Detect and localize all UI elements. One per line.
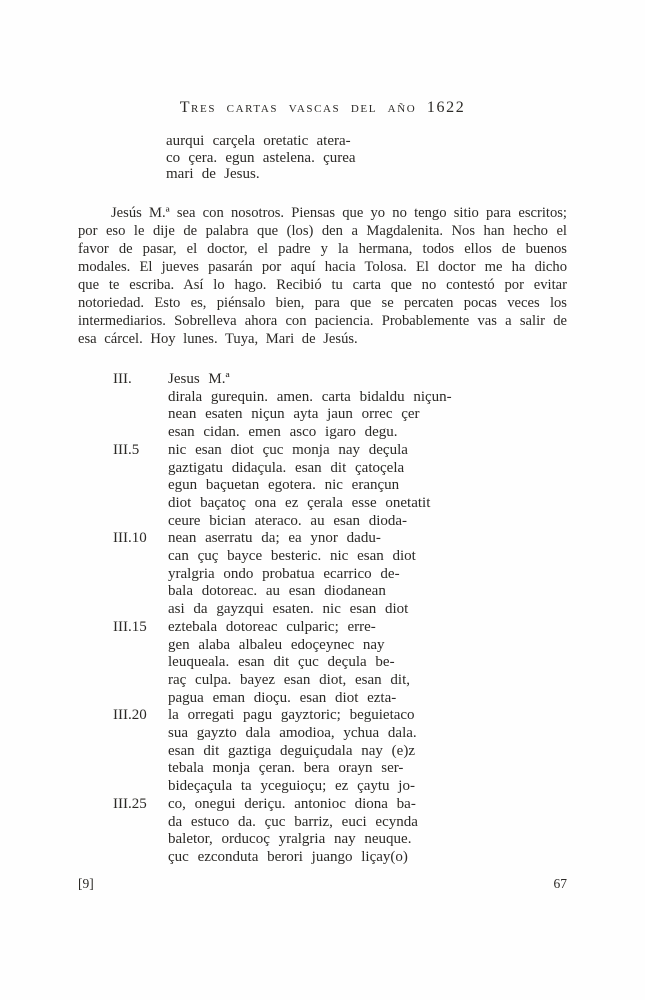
- poem-row: [113, 690, 452, 708]
- poem-line-number: [113, 548, 168, 566]
- poem-line-number: [113, 460, 168, 478]
- poem-row: [113, 442, 452, 460]
- poem-row: [113, 849, 452, 867]
- poem-line-text: leuqueala. esan dit çuc deçula be-: [168, 654, 395, 671]
- poem-line-text: sua gayzto dala amodioa, ychua dala.: [168, 725, 417, 742]
- poem-line-text: Jesus M.ª: [168, 371, 230, 387]
- poem-line-number: [113, 725, 168, 743]
- poem-row: [113, 389, 452, 407]
- poem-line-number: [113, 743, 168, 761]
- poem-line-text: baletor, orducoç yralgria nay neuque.: [168, 831, 412, 848]
- poem-row: [113, 778, 452, 796]
- poem-line-number: [113, 566, 168, 584]
- poem-line-number: [113, 424, 168, 442]
- poem-row: [113, 495, 452, 513]
- footnote-marker: [9]: [78, 876, 94, 891]
- poem-line-number: [113, 778, 168, 796]
- paragraph-line: modales. El jueves pasarán por aquí hacia Tolosa. El doctor me ha dicho: [78, 259, 567, 275]
- paragraph: [78, 204, 567, 348]
- poem-row: [113, 406, 452, 424]
- poem-line-text: eztebala dotoreac culparic; erre-: [168, 618, 376, 635]
- poem-line-text: bala dotoreac. au esan diodanean: [168, 583, 386, 600]
- poem-line-text: ceure bician ateraco. au esan dioda-: [168, 512, 408, 529]
- poem-line-number: [113, 406, 168, 424]
- poem-line-text: pagua eman dioçu. esan diot ezta-: [168, 689, 397, 706]
- poem-line-number: [113, 601, 168, 619]
- poem-line-text: esan cidan. emen asco igaro degu.: [168, 424, 398, 441]
- paragraph-line: que te escriba. Así lo hago. Recibió tu carta que no contestó por evitar: [78, 277, 567, 293]
- poem-transcription: [113, 371, 452, 867]
- poem-row: [113, 725, 452, 743]
- poem-row: [113, 371, 452, 389]
- opening-verse-block: [166, 133, 356, 183]
- poem-line-number: III.10: [113, 530, 147, 547]
- poem-line-text: çuc ezconduta berori juango liçay(o): [168, 848, 408, 865]
- poem-line-number: [113, 760, 168, 778]
- verse-line: aurqui carçela oretatic atera-: [166, 133, 351, 149]
- poem-row: [113, 601, 452, 619]
- poem-line-number: III.20: [113, 707, 147, 724]
- poem-line-text: esan dit gaztiga deguiçudala nay (e)z: [168, 742, 415, 759]
- poem-line-number: [113, 495, 168, 513]
- paragraph-line: por eso le dije de palabra que (los) den a Magdalenita. Nos han hecho el: [78, 223, 567, 239]
- poem-line-text: egun baçuetan egotera. nic erançun: [168, 477, 400, 494]
- poem-line-text: nean esaten niçun ayta jaun orrec çer: [168, 406, 420, 423]
- poem-row: [113, 743, 452, 761]
- verse-line: mari de Jesus.: [166, 166, 260, 183]
- poem-row: [113, 566, 452, 584]
- paragraph-line: Jesús M.ª sea con nosotros. Piensas que yo no tengo sitio para escritos;: [111, 205, 567, 221]
- page-footer: [78, 876, 567, 892]
- poem-row: [113, 424, 452, 442]
- poem-line-number: [113, 849, 168, 867]
- poem-line-text: yralgria ondo probatua ecarrico de-: [168, 565, 400, 582]
- poem-line-number: [113, 513, 168, 531]
- poem-line-text: bideçaçula ta yceguioçu; ez çaytu jo-: [168, 778, 415, 795]
- poem-line-number: III.15: [113, 618, 147, 635]
- poem-line-number: [113, 477, 168, 495]
- poem-row: [113, 654, 452, 672]
- poem-line-number: [113, 583, 168, 601]
- poem-row: [113, 760, 452, 778]
- poem-line-text: tebala monja çeran. bera orayn ser-: [168, 760, 404, 777]
- poem-line-text: gaztigatu didaçula. esan dit çatoçela: [168, 459, 405, 476]
- poem-line-text: nean aserratu da; ea ynor dadu-: [168, 530, 381, 547]
- poem-row: [113, 796, 452, 814]
- poem-row: [113, 637, 452, 655]
- paragraph-line: notoriedad. Esto es, piénsalo bien, para que se percaten pocas veces los: [78, 295, 567, 311]
- poem-row: [113, 460, 452, 478]
- poem-row: [113, 672, 452, 690]
- poem-line-number: III.25: [113, 795, 147, 812]
- paragraph-line: intermediarios. Sobrelleva ahora con paciencia. Probablemente vas a salir de: [78, 313, 567, 329]
- poem-line-number: III.: [113, 371, 132, 387]
- paragraph-line: favor de pasar, el doctor, el padre y la hermana, todos ellos de buenos: [78, 241, 567, 257]
- poem-line-number: [113, 690, 168, 708]
- poem-line-text: dirala gurequin. amen. carta bidaldu niçun-: [168, 388, 452, 405]
- poem-row: [113, 814, 452, 832]
- poem-row: [113, 548, 452, 566]
- poem-row: [113, 530, 452, 548]
- page-number: 67: [553, 876, 567, 891]
- poem-row: [113, 477, 452, 495]
- poem-row: [113, 513, 452, 531]
- poem-line-text: diot baçatoç ona ez çerala esse onetatit: [168, 494, 431, 511]
- poem-row: [113, 619, 452, 637]
- page-title: Tres cartas vascas del año 1622: [179, 99, 466, 116]
- poem-line-text: asi da gayzqui esaten. nic esan diot: [168, 601, 409, 618]
- paragraph-line: esa cárcel. Hoy lunes. Tuya, Mari de Jesús.: [78, 331, 358, 347]
- poem-line-number: [113, 389, 168, 407]
- poem-line-text: can çuç bayce besteric. nic esan diot: [168, 548, 416, 565]
- poem-row: [113, 583, 452, 601]
- poem-row: [113, 831, 452, 849]
- poem-line-text: da estuco da. çuc barriz, euci ecynda: [168, 813, 418, 830]
- poem-line-number: [113, 637, 168, 655]
- poem-line-number: [113, 831, 168, 849]
- poem-line-number: [113, 814, 168, 832]
- poem-line-text: gen alaba albaleu edoçeynec nay: [168, 636, 385, 653]
- poem-line-text: nic esan diot çuc monja nay deçula: [168, 441, 408, 458]
- poem-row: [113, 707, 452, 725]
- poem-line-text: raç culpa. bayez esan diot, esan dit,: [168, 671, 410, 688]
- poem-line-number: [113, 672, 168, 690]
- poem-line-text: la orregati pagu gayztoric; beguietaco: [168, 707, 415, 724]
- poem-line-number: [113, 654, 168, 672]
- verse-line: co çera. egun astelena. çurea: [166, 149, 356, 166]
- poem-line-number: III.5: [113, 441, 140, 458]
- poem-line-text: co, onegui deriçu. antonioc diona ba-: [168, 795, 416, 812]
